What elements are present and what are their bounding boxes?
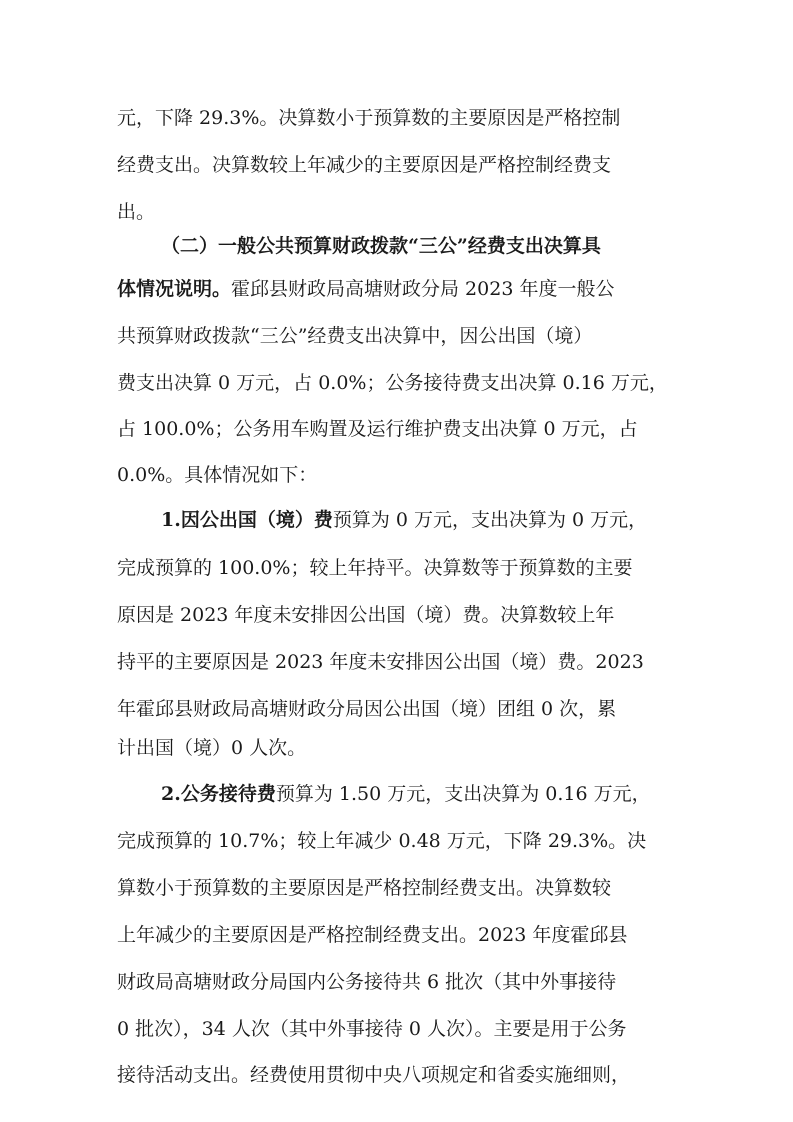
subsection-line <box>161 501 687 539</box>
paragraph-line: 共预算财政拨款“三公”经费支出决算中，因公出国（境） <box>117 325 593 347</box>
paragraph-line: 经费支出。决算数较上年减少的主要原因是严格控制经费支 <box>117 154 612 176</box>
paragraph-line: 占 100.0%；公务用车购置及运行维护费支出决算 0 万元，占 <box>117 418 638 440</box>
paragraph-text: 预算为 0 万元，支出决算为 0 万元， <box>332 509 648 531</box>
paragraph-line: 上年减少的主要原因是严格控制经费支出。2023 年度霍邱县 <box>117 924 628 946</box>
paragraph-line: 0.0%。具体情况如下： <box>117 464 318 486</box>
paragraph-line: 持平的主要原因是 2023 年度未安排因公出国（境）费。2023 <box>117 651 644 673</box>
paragraph-line: 原因是 2023 年度未安排因公出国（境）费。决算数较上年 <box>117 604 615 626</box>
paragraph-line: 财政局高塘财政分局国内公务接待共 6 批次（其中外事接待 <box>117 971 617 993</box>
subsection-line <box>161 775 687 813</box>
paragraph-line: 元，下降 29.3%。决算数小于预算数的主要原因是严格控制 <box>117 107 621 129</box>
paragraph-text: 霍邱县财政局高塘财政分局 2023 年度一般公 <box>231 278 615 300</box>
paragraph-line: 出。 <box>117 201 156 223</box>
paragraph-line: 完成预算的 10.7%；较上年减少 0.48 万元，下降 29.3%。决 <box>117 830 647 852</box>
paragraph-line: 算数小于预算数的主要原因是严格控制经费支出。决算数较 <box>117 877 612 899</box>
paragraph-line: 完成预算的 100.0%；较上年持平。决算数等于预算数的主要 <box>117 557 633 579</box>
section-heading: （二）一般公共预算财政拨款“三公”经费支出决算具 <box>161 235 601 257</box>
paragraph-line: 年霍邱县财政局高塘财政分局因公出国（境）团组 0 次，累 <box>117 698 617 720</box>
paragraph-line: 接待活动支出。经费使用贯彻中央八项规定和省委实施细则， <box>117 1064 631 1086</box>
paragraph-text: 预算为 1.50 万元，支出决算为 0.16 万元， <box>275 783 651 805</box>
paragraph-line: 费支出决算 0 万元，占 0.0%；公务接待费支出决算 0.16 万元， <box>117 372 668 394</box>
paragraph-line: 计出国（境）0 人次。 <box>117 737 307 759</box>
subsection-heading: 2.公务接待费 <box>161 783 276 805</box>
paragraph-line <box>117 270 687 308</box>
paragraph-line: 0 批次），34 人次（其中外事接待 0 人次）。主要是用于公务 <box>117 1018 627 1040</box>
subsection-heading: 1.因公出国（境）费 <box>161 509 333 531</box>
section-heading-continued: 体情况说明。 <box>117 278 232 300</box>
